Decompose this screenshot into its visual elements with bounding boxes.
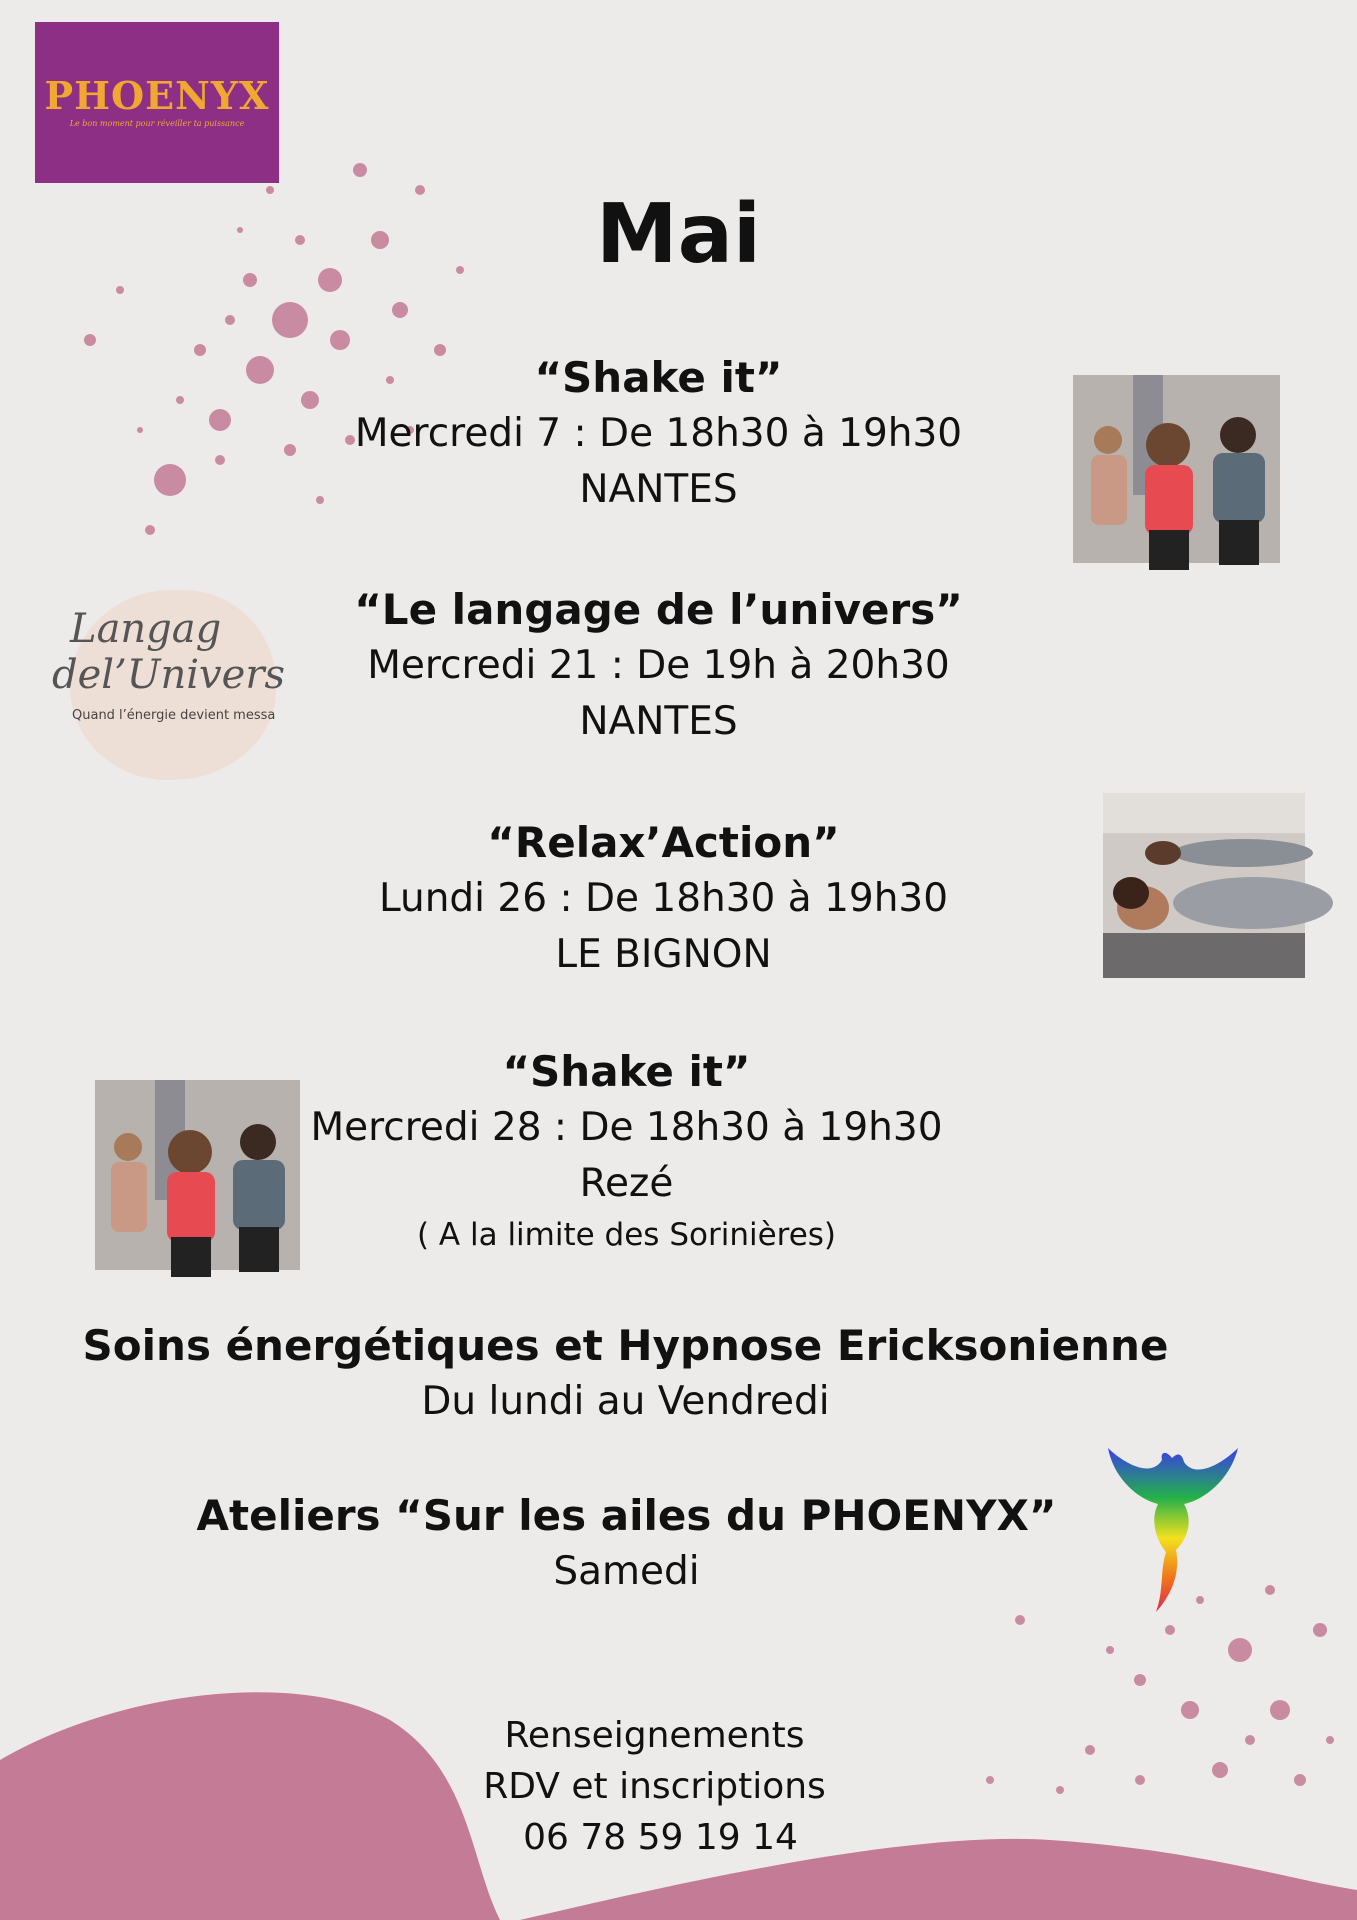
badge-line-3: Quand l’énergie devient messa	[72, 708, 276, 723]
phoenyx-logo	[35, 22, 279, 183]
event-date: Mercredi 21 : De 19h à 20h30	[367, 643, 950, 688]
event-note: ( A la limite des Sorinières)	[416, 1217, 837, 1253]
dance-class-photo-2	[95, 1080, 300, 1270]
footer-info-label: Renseignements	[504, 1715, 805, 1756]
dance-class-photo	[1073, 375, 1280, 563]
event-date: Lundi 26 : De 18h30 à 19h30	[378, 876, 949, 921]
event-date: Mercredi 7 : De 18h30 à 19h30	[354, 411, 963, 456]
event-place: NANTES	[579, 699, 738, 744]
logo-tagline: Le bon moment pour réveiller ta puissance	[69, 119, 245, 128]
event-title: “Shake it”	[534, 353, 783, 402]
badge-line-2: del’Univers	[52, 652, 285, 698]
soins-section	[0, 1318, 1304, 1430]
event-title: “Le langage de l’univers”	[354, 585, 963, 634]
relaxation-class-photo	[1103, 793, 1305, 978]
ateliers-title: Ateliers “Sur les ailes du PHOENYX”	[196, 1491, 1057, 1540]
soins-title: Soins énergétiques et Hypnose Ericksonienne	[82, 1321, 1169, 1370]
footer-phone: 06 78 59 19 14	[523, 1817, 798, 1858]
langage-univers-badge	[52, 590, 285, 780]
soins-days: Du lundi au Vendredi	[421, 1379, 830, 1424]
logo-wordmark: PHOENYX	[44, 73, 270, 118]
event-place: NANTES	[579, 467, 738, 512]
ateliers-days: Samedi	[553, 1549, 700, 1594]
contact-footer	[0, 1710, 1333, 1863]
event-title: “Shake it”	[502, 1047, 751, 1096]
event-date: Mercredi 28 : De 18h30 à 19h30	[310, 1105, 943, 1150]
event-title: “Relax’Action”	[487, 818, 840, 867]
footer-rdv-label: RDV et inscriptions	[483, 1766, 826, 1807]
month-heading: Mai	[595, 187, 762, 282]
badge-line-1: Langag	[70, 606, 222, 652]
event-place: LE BIGNON	[555, 932, 772, 977]
rainbow-phoenix-icon	[1100, 1440, 1245, 1615]
event-place: Rezé	[579, 1161, 674, 1206]
